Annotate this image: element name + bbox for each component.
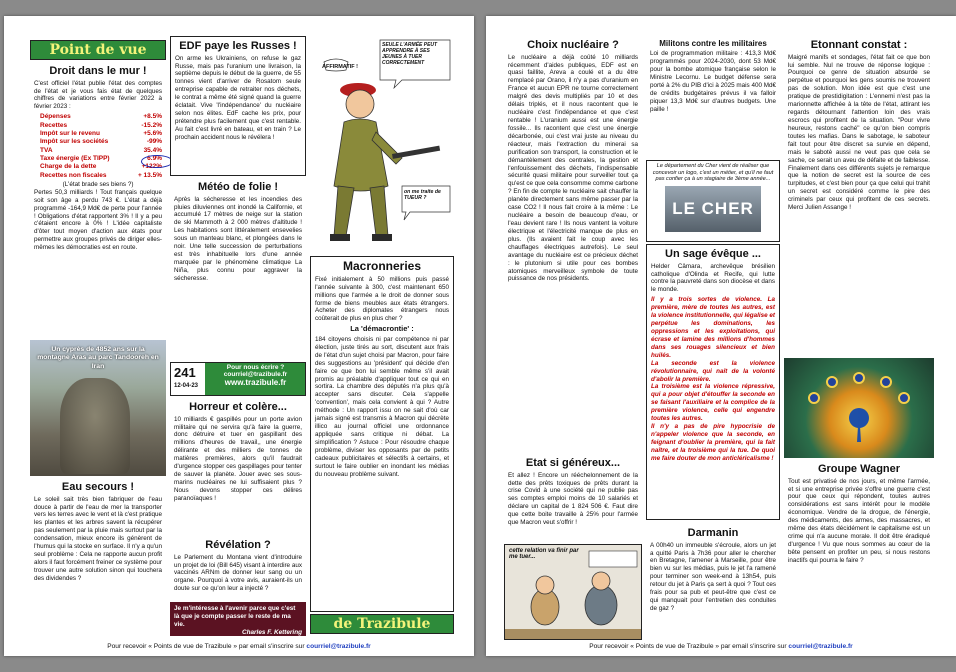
cher-logo-box [646,160,780,242]
article-darmanin [646,524,780,640]
stat-row [40,122,162,130]
article-body: Le Parlement du Montana vient d'introduire un projet de loi (Bill 645) visant à interdire aux vaccinés ARNm de donner leur sang ou un organe. Pourquoi à votre avis, auraient-ils un doute sur ce qu'on leur a injecté ? [174,553,302,593]
bubble-tueur: on me traite de TUEUR ? [404,189,441,202]
peacock-drawing [784,358,934,458]
article-body: Pertes 50,3 milliards ! Tout français quelque soit son âge a perdu 743 €. L'état a déjà programmé -164,9 Md€ de perte pour l'année ! Obligations d'état rapportent 3% ! Il y a peu c'étaient encore à 0% ! L'idée capitaliste d'ôter tout moyen d'action aux états pour permettre aux groupes privés de diriger elles-mêmes les démocraties est en route. [34,188,162,252]
article-body: Le nucléaire a déjà coûté 10 milliards récemment d'aides publiques, EDF est en quasi faillite, Areva a coulé et a du être remplacé par Orano, il n'y a pas d'uranium en France et aucun EPR ne tourne correctement malgré des devis multipliés par 10 et des délais triplés, et il nous racontent que le nucléaire c'est l'indépendance et que c'est rentable ! L'uranium aussi est une énergie fossile... Ils racontent que c'est une énergie décarbonée, oui c'est vrai juste au niveau du réacteur, mais l'extraction du minerai sa purification son transport, la construction et le démantèlement des centrales, la gestion et l'enfouissement des déchets, l'indispensable sécurité quasi militaire pour surveiller tout ça qu'est ce que cela consomme comme carbone ? En fin de compte le nucléaire sait chauffer la planète directement sans même passer par la case CO2 ! Il nous fait croire à la même : Le nucléaire a besoin de beaucoup d'eau, or l'eau devient rare ! Ils nous vantent la voiture électrique et l'électricité manque de plus en plus. (Ils avaient fait le coup avec les chauffages électriques autrefois). Le seul avantage du nucléaire est ce précieux déchet : le plutonium si utile pour ces bombes atomiques merveilleux symbole de toute puissance de nos présidents. [508,53,639,283]
stat-row [40,172,162,180]
cher-logo-text: LE CHER [672,199,754,219]
website-link[interactable]: www.trazibule.fr [224,378,287,387]
article-body: Maigré manifs et sondages, l'état fait ce que bon lui semble. Nul ne trouve de réponse logique : Pourquoi ce genre de situation absurde se perpétue et pourquoi les gens soumis ne trouvent pas de solution. Mon idée est que c'est une pratique de prestidigitation : L'ennemi n'est pas la marionnette affichée à la tête de l'état, attirant les regards détournant l'attention loin des vrais escrocs qui profitent de la situation. "Pour vivre heureux, restons caché" ce qu'on bien compris toutes les mafias. Dans le sabotage, le saboteur fait tout pour être discret sa survie en dépend, mais le sabotè aussi ne veut pas que cela se sache, ce serait un aveu de défaite et de faiblesse. Finalement dans ces différents sujets je remarque que la notion de secret est la source de ces turpitudes, et c'est bien pour ça que celui qui trahit un secret est considéré comme le pire des criminels par ceux qui profitent de ces secrets. Merci Julien Assange ! [788,53,930,212]
article-title: Militons contre les militaires [659,39,767,48]
footer-email[interactable]: courriel@trazibule.fr [788,643,853,650]
quote-1: Il y a trois sortes de violence. La première, mère de toutes les autres, est la violence institutionnelle, qui légalise et perpétue les dominations, les oppressions et les exploitations, qui écrase et lamine des millions d'hommes dans ses rouages silencieux et bien huilés. [651,296,775,359]
article-body: A 00h40 un immeuble s'écroule, alors un jet a quitté Paris à 7h36 pour aller le chercher en Bretagne, l'amener à Marseille, pour être bien vu sur les médias, puis le jet l'a ramené pour terminer son week-end à 13h54, puis retour du jet à Paris ça sert à quoi ? Tout ces frais pour sa pub et peut-être que c'est ce qui manquait pour l'entretien des conduites de gaz ? [650,541,776,613]
peacock-photo [784,358,934,458]
article-etonnant-constat [784,36,934,356]
article-choix-nucleaire [504,36,642,452]
footer-email[interactable]: courriel@trazibule.fr [306,643,371,650]
footer-text: Pour recevoir « Points de vue de Trazibule » par email s'inscrire sur [107,643,305,650]
article-title: Droit dans le mur ! [49,65,147,77]
stat-row [40,147,162,155]
article-groupe-wagner [784,460,934,640]
article-macronneries [310,256,454,612]
stat-value: +8.5% [143,113,162,121]
article-title: Darmanin [687,527,739,539]
stat-label: TVA [40,146,53,154]
caricature-drawing [505,545,642,640]
quote-box [170,602,306,636]
stats-note: (L'état brade ses biens ?) [62,180,134,188]
article-body: Loi de programmation militaire : 413,3 Md€ programmés pour 2024-2030, dont 53 Md€ pour la bombe atomique française selon le Ministre Lecornu. Le budget défense sera porté à 2% du PIB d'ici à 2025 mais 400 Md€ de crédits budgétaires prévus il va falloir piquer 13,3 Md€ sur d'autres budgets. Une paille ! [650,50,776,113]
article-body-2: 184 citoyens choisis ni par compétence ni par élection, juste tirés au sort, discutent aux frais de l'état d'un sujet choisi par Macron, pour faire des suggestions au 'président' qui décide d'en faire ce que bon lui semble même s'il avait promis au préalable d'appliquer tout ce qui en sortira. La chambre des députés n'a plus qu'à accepter sans discuter. Cela s'appelle 'convention', mais cela convient à qui ? Autre méthode : Un rapport issu on ne sait d'où car jamais signé est transmis à Macron qui décrète illico au journal officiel une ordonnance appliquée sans critique ni débat. La simplification ? Astuce : Pour résoudre chaque problème, diviser les opposants par de petits cadeaux publicitaires et sélectifs à certains, et surtout le faire oublier en inondant les médias du nouveau problème suivant. [315,335,449,478]
article-title: Etat si généreux... [525,457,621,469]
quote-text: Je m'intéresse à l'avenir parce que c'est là que je compte passer le reste de ma vie. [174,605,296,628]
cypress-tree-shape [60,378,130,474]
article-body: Tout est privatisé de nos jours, et même l'armée, et si une entreprise privée s'offre une guerre c'est pour que ceux qui répondent, toutes autres considérations est sans intérêt pour le modèle économique. Vendre de la drogue, de l'énergie, des médicaments, des armes, des massacres, et même des états décidément le capitalisme est un crime qui n'a aucune morale. Il doit être éradiqué d'urgence ! Vu que nous sommes au cœur de la bête pensent en profiter un peu, si nous restons inactifs qui pourra le faire ? [788,477,930,564]
stat-label: Charge de la dette [40,163,97,171]
article-title: Etonnant constat : [810,39,908,51]
stat-label: Dépenses [40,113,71,121]
article-title: Horreur et colère... [189,401,287,413]
stat-row [40,113,162,121]
article-title: Révélation ? [205,539,271,551]
article-droit-dans-le-mur [30,62,166,338]
stat-row [40,130,162,138]
cypress-photo [30,340,166,476]
article-eau-secours [30,478,166,638]
bubble-army: SEULE L'ARMÉE PEUT APPRENDRE À SES JEUNES À TUER CORRECTEMENT [382,42,438,66]
stat-value: 35.4% [143,146,162,154]
article-title: Macronneries [342,259,422,273]
highlight-circle [141,155,173,168]
quote-author: Charles F. Kettering [241,629,302,636]
contact-panel [205,363,306,395]
article-title: Eau secours ! [61,481,135,493]
stat-value: + 13.5% [137,171,162,179]
article-meteo [170,178,306,360]
article-body: Après la sécheresse et les incendies des pluies diluviennes ont inondé la Californie, et accumulé 17 mètres de neige sur la station de ski Mammoth à 2 000 mètres d'altitude ! Les habitations sont littéralement ensevelies sous un manteau blanc, et plongées dans le noir. Une telle succession de perturbations est très inhabituelle lors d'une année marquée par le phénomène climatique La Niña, plus connu pour aggraver la sécheresse. [174,195,302,282]
quote-4: Il n'y a pas de pire hypocrisie de n'appeler violence que la seconde, en feignant d'oublier la première, qui la fait naître, et la troisième qui la tue. De quoi me faire douter de mon anticléricalisme ! [651,423,775,462]
banner-de-trazibule: de Trazibule [310,614,454,634]
article-body: On arme les Ukrainiens, on refuse le gaz Russe, mais pas l'uranium une livraison, la septième depuis le début de la guerre, de 55 tonnes vient d'arriver de Rosatom seule entreprise capable de retraiter nos déchets, le contrat a même été signé quand la guerre éclatait. Vive 'l'indépendance' du nucléaire selon nos élites. EdF cache les prix, pour prétendre plus facilement que c'est rentable. Au fait c'est livré en bateau, et en train ? Le prochain accident nous le révélera ! [175,54,301,141]
quote-2: La seconde est la violence révolutionnaire, qui naît de la volonté d'abolir la première. [651,359,775,383]
contact-email[interactable]: courriel@trazibule.fr [223,371,288,378]
issue-date: 12-04-23 [174,383,199,389]
article-revelation [170,536,306,600]
article-body: Et allez ! Encore un rééchelonnement de la dette des prêts toxiques de prêts durant la crise Covid à une société qui ne publie pas ses comptes emploi moins de 10 salariés et déclare un capital de 1 824 506 €. Faut dire que cette boite travaille à 25% pour l'armée que Macron veut s'offrir ! [508,471,638,527]
page-right [486,16,956,656]
article-body: Le soleil sait très bien fabriquer de l'eau douce à partir de l'eau de mer la transporter vers les terres avec le vent et là c'est pratique les plantes et les arbres savent la récupérer pas seulement par la pluie mais surtout par la condensation, mieux encore ils génèrent de l'humus qui la stocke en surface. Il n'y a qu'un seul problème : Cela ne rapporte aucun profit alors il faut forcément freiner ce système pour trouver une autre solution sinon qui touchera des dividendes ? [34,495,162,582]
stat-row [40,138,162,146]
article-militons [646,36,780,160]
stat-value: -99% [146,138,162,146]
stat-label: Recettes [40,121,68,129]
article-intro: Helder Câmara, archevêque brésilien catholique d'Olinda et Recife, qui lutte contre la pauvreté dans son diocèse et dans le monde. [651,262,775,294]
stat-value: 6.9% [147,154,162,162]
stat-label: Impôt sur le revenu [40,129,100,137]
stat-value: +5.6% [143,129,162,137]
stat-value: +122% [141,163,162,171]
caricature-caption: cette relation va finir par me tuer... [509,548,579,560]
banner-point-de-vue: Point de vue [30,40,166,60]
article-sage-eveque [646,244,780,520]
bubble-affirmatif: AFFIRMATIF ! [322,64,358,70]
article-body: Fixé initialement à 50 millions puis passé l'année suivante à 300, c'est maintenant 650 millions que l'armée a le droit de donner sous forme de biens meubles aux états étrangers. Acheter des diplomates étrangers nous coûterait de plus en plus cher ? [315,275,449,323]
soldier-cartoon [310,36,454,254]
article-title: Choix nucléaire ? [527,39,619,51]
article-edf [170,36,306,176]
article-title: Météo de folie ! [197,181,279,193]
cypress-caption: Un cyprès de 4852 ans sur la montagne Aras au parc Tandooreh en Iran [37,346,159,370]
article-title: EDF paye les Russes ! [179,40,297,52]
article-etat-genereux [504,454,642,544]
issue-number: 241 [174,365,196,380]
quote-3: La troisième est la violence répressive, qui a pour objet d'étouffer la seconde en se faisant l'auxiliaire et la complice de la première violence, celle qui engendre toutes les autres. [651,383,775,423]
caricature-image [504,544,642,640]
article-title: Groupe Wagner [817,463,901,475]
stat-label: Recettes non fiscales [40,171,107,179]
cher-logo [665,186,761,232]
article-title: Un sage évêque ... [665,248,761,260]
article-intro: C'est officiel l'état publie l'état des comptes de l'état et je vous fais état de quelques chiffres de variations entre février 2022 à février 2023 : [34,79,162,111]
stat-label: Taxe énergie (Ex TIPP) [40,154,110,162]
contact-cta: Pour nous écrire ? [226,364,285,371]
stat-value: -15.2% [141,121,162,129]
article-horreur [170,398,306,536]
footer [4,643,474,650]
article-body: 10 milliards € gaspillés pour un porte avion militaire qui ne servira qu'à faire la guerre, donc détruire et tuer en gaspillant des millions d'heures de travail,, une énergie délirante et des milliers de tonnes de matières premières, alors qu'il faudrait d'urgence stopper ces gaspillages pour tenter de sauver la planète. Jouer avec ses sous-marins nucléaires ne lui suffisaient plus ? Nous devons stopper ces délires paranoïaques ! [174,415,302,502]
footer-text: Pour recevoir « Points de vue de Trazibule » par email s'inscrire sur [589,643,787,650]
page-left [4,16,474,656]
issue-box [170,362,306,396]
footer [486,643,956,650]
stats-list [40,113,162,180]
article-subtitle: La 'démacrontie' : [350,324,414,334]
cher-caption: Le département du Cher vient de réaliser que concevoir un logo, c'est un métier, et qu'il ne faut pas confier ça à un stagiaire de 3ème année... [652,163,774,183]
stat-label: Impôt sur les sociétés [40,138,109,146]
